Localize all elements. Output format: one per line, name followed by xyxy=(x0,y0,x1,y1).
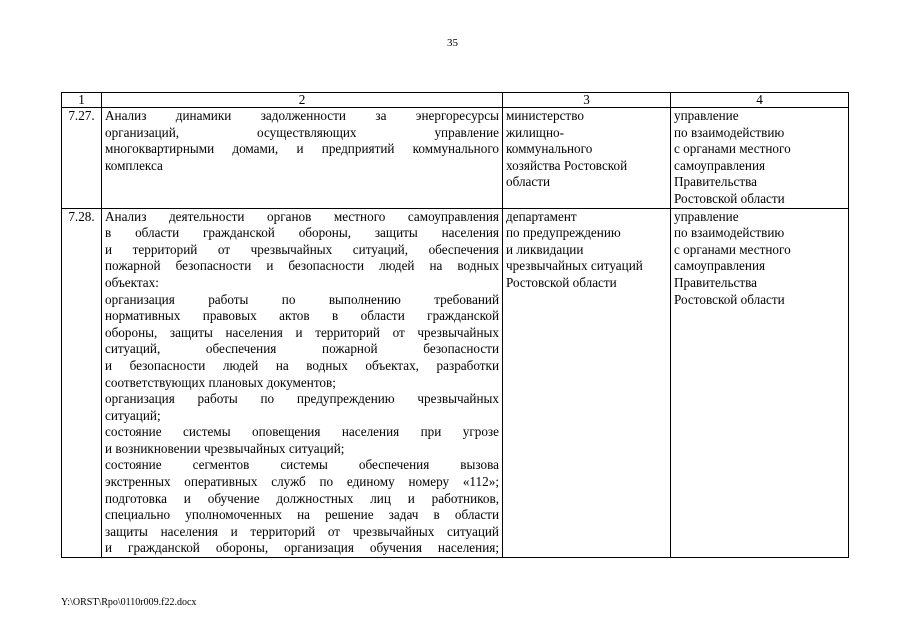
coexecutor-line: Правительства xyxy=(674,174,757,190)
coexecutor-line: Правительства xyxy=(674,274,757,290)
row-number: 7.28. xyxy=(62,208,102,557)
description-line: нормативных правовых актов в области гражданской xyxy=(105,308,499,324)
coexecutor-line: с органами местного xyxy=(674,241,791,257)
executor-line: министерство xyxy=(506,108,584,123)
description-line: Анализ деятельности органов местного самоуправления xyxy=(105,208,499,224)
file-path-footer: Y:\ORST\Rpo\0110r009.f22.docx xyxy=(61,597,197,608)
row-number: 7.27. xyxy=(62,108,102,209)
description-line: экстренных оперативных служб по единому номеру «112»; xyxy=(105,474,499,490)
coexecutor-line: с органами местного xyxy=(674,141,791,157)
description-line: специально уполномоченных на решение задач в области xyxy=(105,507,499,523)
coexecutor-line: Ростовской области xyxy=(674,190,785,206)
row-description xyxy=(102,208,503,557)
description-line: комплекса xyxy=(105,157,163,173)
description-line: ситуаций; xyxy=(105,407,161,423)
table-header-row xyxy=(62,93,849,108)
coexecutor-line: самоуправления xyxy=(674,258,766,274)
executor-line: коммунального xyxy=(506,141,593,157)
description-line: состояние системы оповещения населения при угрозе xyxy=(105,424,499,440)
executor-line: области xyxy=(506,174,551,190)
header-col-1: 1 xyxy=(62,93,102,108)
description-line: и гражданской обороны, организация обучения населения; xyxy=(105,540,499,556)
description-line: пожарной безопасности и безопасности людей на водных xyxy=(105,258,499,274)
description-line: состояние сегментов системы обеспечения вызова xyxy=(105,457,499,473)
executor-line: хозяйства Ростовской xyxy=(506,157,628,173)
page-number: 35 xyxy=(447,37,458,49)
table-row xyxy=(62,108,849,209)
row-coexecutor xyxy=(671,208,849,557)
description-line: защиты населения и территорий от чрезвычайных ситуаций xyxy=(105,523,499,539)
executor-line: и ликвидации xyxy=(506,241,584,257)
description-line: соответствующих плановых документов; xyxy=(105,374,336,390)
description-line: объектах: xyxy=(105,274,159,290)
header-col-4: 4 xyxy=(671,93,849,108)
coexecutor-line: по взаимодействию xyxy=(674,124,785,140)
coexecutor-line: по взаимодействию xyxy=(674,225,785,241)
header-col-3: 3 xyxy=(503,93,671,108)
description-line: Анализ динамики задолженности за энергоресурсы xyxy=(105,108,499,123)
description-line: и безопасности людей на водных объектах, разработки xyxy=(105,357,499,373)
row-executor xyxy=(503,108,671,209)
plan-table xyxy=(61,92,849,558)
coexecutor-line: управление xyxy=(674,108,739,123)
description-line: обороны, защиты населения и территорий от чрезвычайных xyxy=(105,324,499,340)
row-coexecutor xyxy=(671,108,849,209)
header-col-2: 2 xyxy=(102,93,503,108)
executor-line: департамент xyxy=(506,208,577,224)
description-line: и территорий от чрезвычайных ситуаций, обеспечения xyxy=(105,241,499,257)
executor-line: жилищно- xyxy=(506,124,565,140)
coexecutor-line: Ростовской области xyxy=(674,291,785,307)
description-line: и возникновении чрезвычайных ситуаций; xyxy=(105,440,345,456)
coexecutor-line: самоуправления xyxy=(674,157,766,173)
executor-line: чрезвычайных ситуаций xyxy=(506,258,643,274)
description-line: организация работы по предупреждению чрезвычайных xyxy=(105,391,499,407)
description-line: ситуаций, обеспечения пожарной безопасности xyxy=(105,341,499,357)
table-row xyxy=(62,208,849,557)
row-executor xyxy=(503,208,671,557)
coexecutor-line: управление xyxy=(674,208,739,224)
row-description xyxy=(102,108,503,209)
executor-line: по предупреждению xyxy=(506,225,621,241)
description-line: подготовка и обучение должностных лиц и работников, xyxy=(105,490,499,506)
description-line: организация работы по выполнению требований xyxy=(105,291,499,307)
executor-line: Ростовской области xyxy=(506,274,617,290)
description-line: в области гражданской обороны, защиты населения xyxy=(105,225,499,241)
description-line: организаций, осуществляющих управление xyxy=(105,124,499,140)
description-line: многоквартирными домами, и предприятий коммунального xyxy=(105,141,499,157)
